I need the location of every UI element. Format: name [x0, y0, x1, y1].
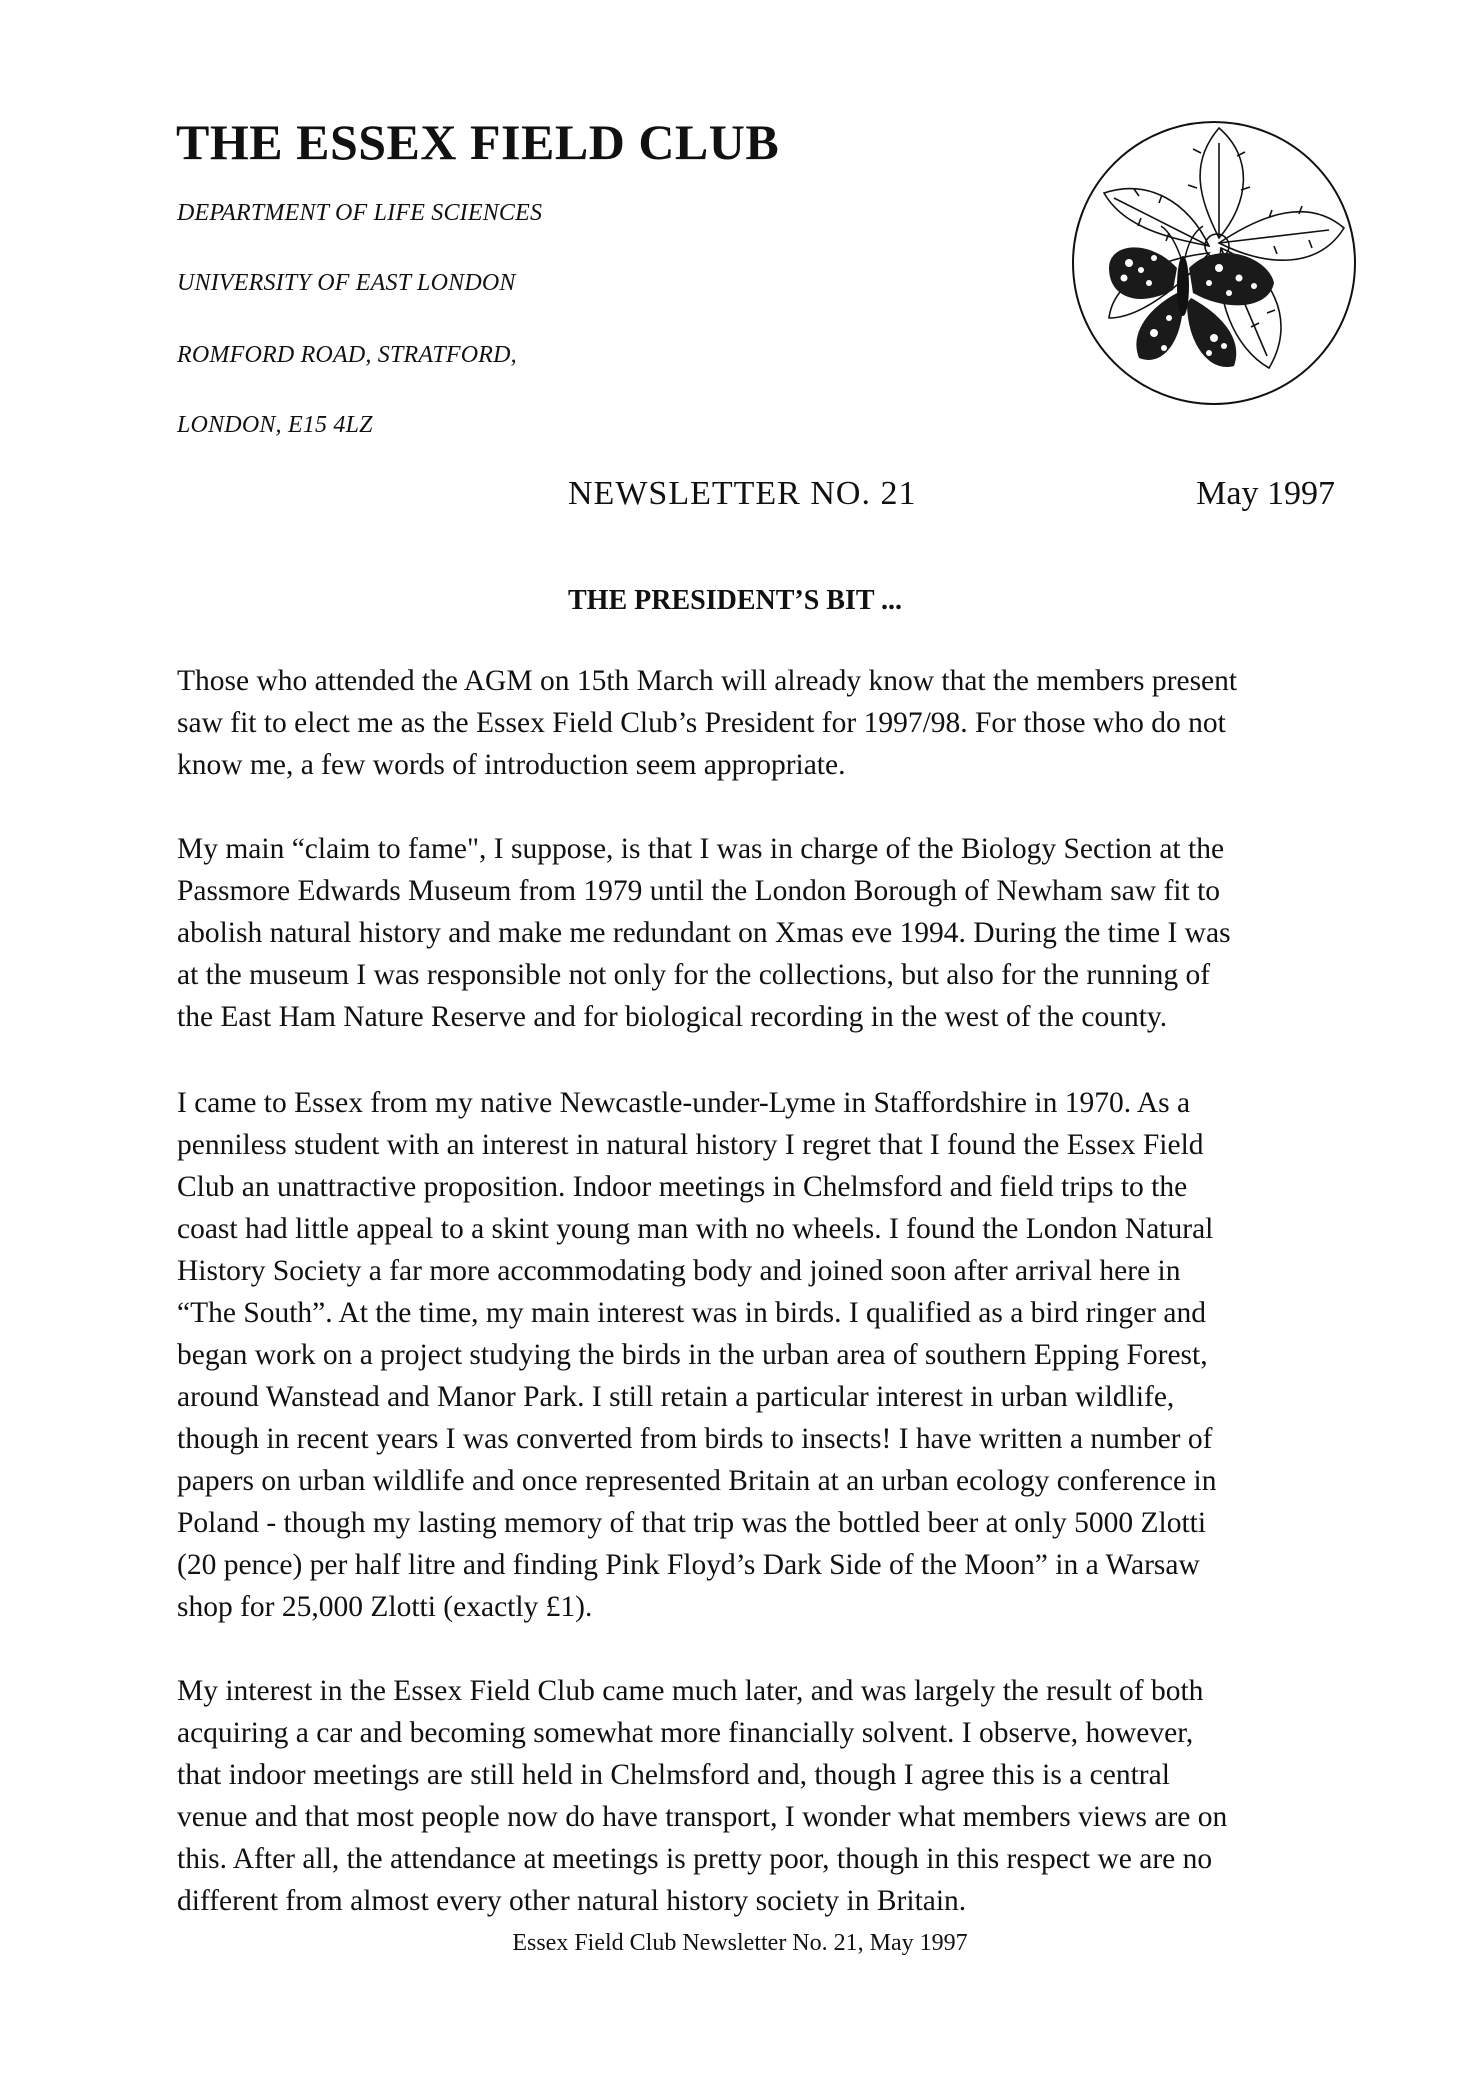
address-line-university: UNIVERSITY OF EAST LONDON [177, 270, 516, 296]
address-line-postcode: LONDON, E15 4LZ [177, 412, 373, 438]
address-line-road: ROMFORD ROAD, STRATFORD, [177, 342, 517, 368]
article-paragraph: My main “claim to fame", I suppose, is that I was in charge of the Biology Section at the Passmore Edwards Museum from 1979 until the London Borough of Newham saw fit to abolish natural history and make me redundant on Xmas eve 1994. During the time I was at the museum I was responsible not only for the collections, but also for the running of the East Ham Nature Reserve and for biological recording in the west of the county. [177, 833, 1231, 1033]
page-footer: Essex Field Club Newsletter No. 21, May 1997 [512, 1930, 968, 1956]
article-heading: THE PRESIDENT’S BIT ... [568, 585, 903, 616]
article-paragraph: I came to Essex from my native Newcastle-under-Lyme in Staffordshire in 1970. As a penniless student with an interest in natural history I regret that I found the Essex Field Club an unattractive proposition. Indoor meetings in Chelmsford and field trips to the coast had little appeal to a skint young man with no wheels. I found the London Natural History Society a far more accommodating body and joined soon after arrival here in “The South”. At the time, my main interest was in birds. I qualified as a bird ringer and began work on a project studying the birds in the urban area of southern Epping Forest, around Wanstead and Manor Park. I still retain a particular interest in urban wildlife, though in recent years I was converted from birds to insects! I have written a number of papers on urban wildlife and once represented Britain at an urban ecology conference in Poland - though my lasting memory of that trip was the bottled beer at only 5000 Zlotti (20 pence) per half litre and finding Pink Floyd’s Dark Side of the Moon” in a Warsaw shop for 25,000 Zlotti (exactly £1). [177, 1087, 1217, 1623]
butterfly-on-leaf-emblem-icon [1069, 118, 1359, 408]
address-line-department: DEPARTMENT OF LIFE SCIENCES [177, 200, 543, 226]
article-paragraph: My interest in the Essex Field Club came much later, and was largely the result of both acquiring a car and becoming somewhat more financially solvent. I observe, however, that indoor meetings are still held in Chelmsford and, though I agree this is a central venue and that most people now do have transport, I wonder what members views are on this. After all, the attendance at meetings is pretty poor, though in this respect we are no different from almost every other natural history society in Britain. [177, 1675, 1228, 1917]
club-title: THE ESSEX FIELD CLUB [176, 114, 780, 170]
newsletter-date: May 1997 [1196, 475, 1335, 512]
newsletter-number: NEWSLETTER NO. 21 [568, 475, 917, 512]
article-paragraph: Those who attended the AGM on 15th March will already know that the members present saw fit to elect me as the Essex Field Club’s President for 1997/98. For those who do not know me, a few words of introduction seem appropriate. [177, 665, 1238, 781]
